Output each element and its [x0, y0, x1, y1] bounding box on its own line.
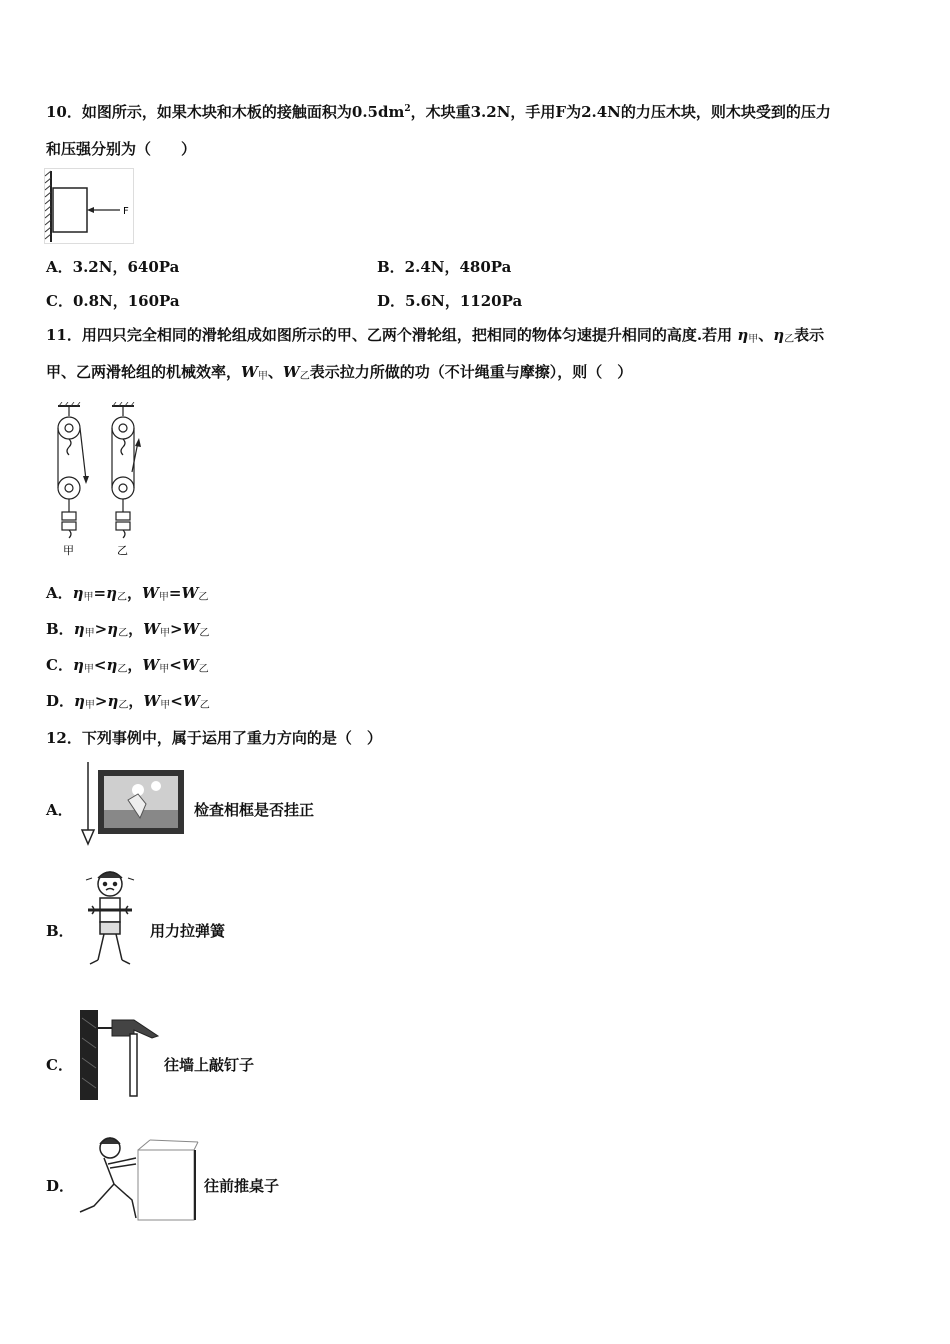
q11-option-c: C．η甲<η乙，W甲<W乙	[46, 656, 209, 675]
q12-stem: 12．下列事例中，属于运用了重力方向的是（ ）	[46, 729, 382, 747]
q10-stem-line1: 10．如图所示，如果木块和木板的接触面积为$0.5dm^2$，木块重3.2N，手用F为2.4N的力压木块，则木块受到的压力	[46, 103, 831, 121]
q10-block-figure	[44, 168, 134, 244]
q10-option-b: B．2.4N，480Pa	[377, 258, 512, 276]
pulley-label-yi: 乙	[117, 544, 128, 557]
hammer-nail-wall-figure	[78, 1008, 162, 1102]
person-pushing-table-figure	[74, 1134, 200, 1226]
q10-option-c: C．0.8N，160Pa	[46, 292, 180, 310]
q11-pulley-figure	[50, 402, 150, 562]
q12-option-d-label: D．	[46, 1177, 75, 1195]
q11-stem-line1: 11．用四只完全相同的滑轮组成如图所示的甲、乙两个滑轮组，把相同的物体匀速提升相同的高度.若用 η甲、η乙表示	[46, 326, 825, 345]
force-label: F	[123, 206, 129, 217]
q11-stem-line2: 甲、乙两滑轮组的机械效率，W甲、W乙表示拉力所做的功（不计绳重与摩擦），则（ ）	[46, 363, 633, 382]
q12-option-d-text: 往前推桌子	[204, 1177, 280, 1195]
q10-option-d: D．5.6N，1120Pa	[377, 292, 523, 310]
q12-option-c-label: C．	[46, 1056, 73, 1074]
pulley-label-jia: 甲	[63, 544, 74, 557]
q11-option-b: B．η甲>η乙，W甲>W乙	[46, 620, 210, 639]
q10-stem-line2: 和压强分别为（ ）	[46, 140, 197, 158]
q12-option-a-label: A．	[46, 801, 73, 819]
q11-option-d: D．η甲>η乙，W甲<W乙	[46, 692, 210, 711]
q12-option-b-text: 用力拉弹簧	[150, 922, 226, 940]
picture-frame-plumb-figure	[78, 760, 188, 846]
q12-option-a-text: 检查相框是否挂正	[194, 801, 315, 819]
q10-option-a: A．3.2N，640Pa	[46, 258, 180, 276]
q12-option-c-text: 往墙上敲钉子	[164, 1056, 255, 1074]
q12-option-b-label: B．	[46, 922, 74, 940]
q11-option-a: A．η甲=η乙，W甲=W乙	[46, 584, 209, 603]
person-pulling-spring-figure	[78, 866, 142, 970]
